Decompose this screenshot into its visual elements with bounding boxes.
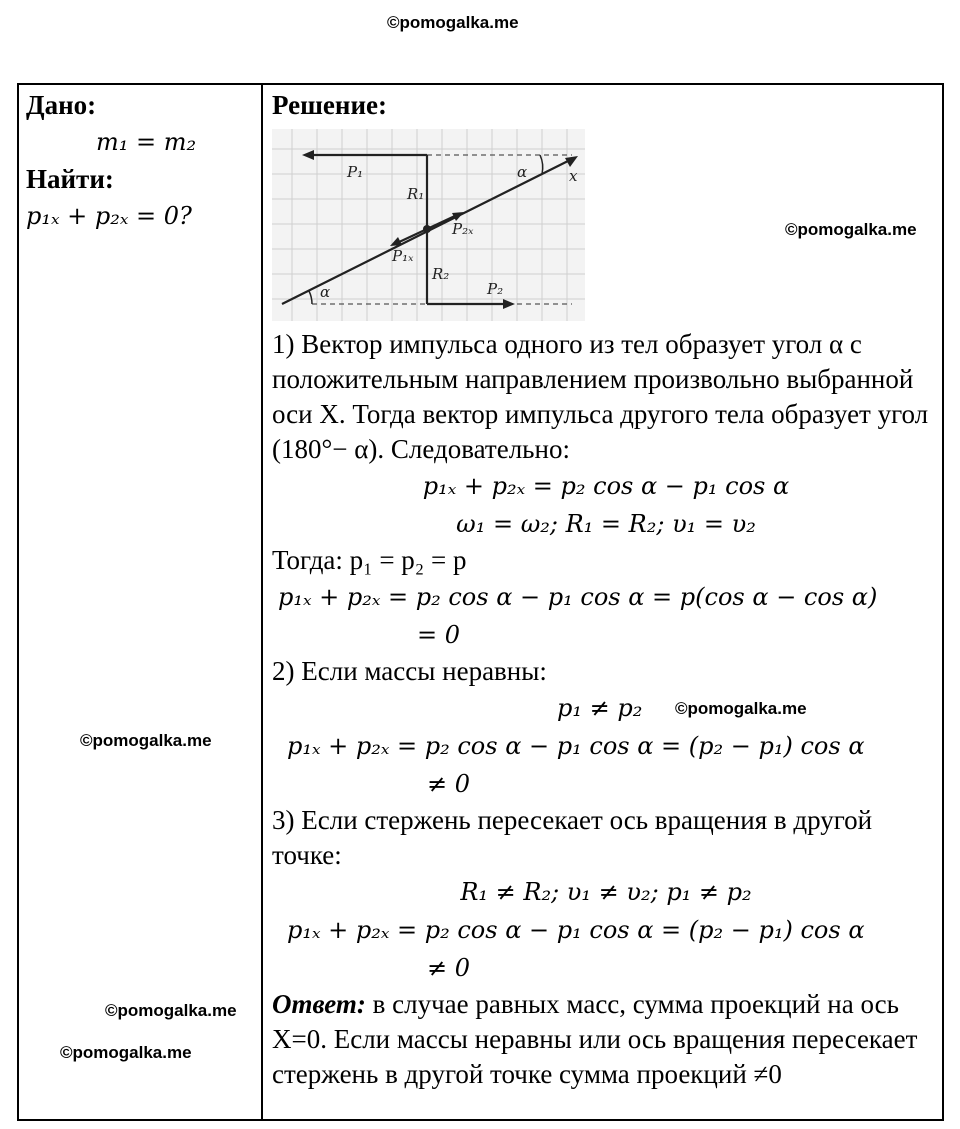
label-alpha-lower: α <box>320 283 331 301</box>
graph-paper-bg <box>272 129 585 321</box>
eq-p-unequal: p₁ ≠ p₂ <box>557 694 643 722</box>
label-p1: P₁ <box>347 163 364 181</box>
watermark-left-low1: ©pomogalka.me <box>105 1001 237 1020</box>
label-p2x: P₂ₓ <box>452 220 474 238</box>
column-divider <box>261 85 263 1119</box>
answer-label: Ответ: <box>272 989 366 1019</box>
label-axis-x: x <box>569 167 578 185</box>
step2-text: 2) Если массы неравны: <box>272 656 547 686</box>
step3-text: 3) Если стержень пересекает ось вращения в другой точке: <box>272 805 873 870</box>
eq-zero-line2: = 0 <box>417 621 461 649</box>
given-heading: Дано: <box>26 90 97 120</box>
pivot-point <box>423 225 431 233</box>
solution-heading: Решение: <box>272 90 387 120</box>
label-r2: R₂ <box>432 265 450 283</box>
label-r1: R₁ <box>407 185 425 203</box>
eq-zero-line1: p₁ₓ + p₂ₓ = p₂ cos α − p₁ cos α = p(cos α − cos α) <box>278 583 878 611</box>
answer-text: в случае равных масс, сумма проекций на ось X=0. Если массы неравны или ось вращения пересекает стержень в другой точке сумма проекций ≠0 <box>272 989 918 1089</box>
watermark-eq: ©pomogalka.me <box>675 699 807 718</box>
eq-projections: p₁ₓ + p₂ₓ = p₂ cos α − p₁ cos α <box>422 472 790 500</box>
watermark-left-mid: ©pomogalka.me <box>80 731 212 750</box>
find-heading: Найти: <box>26 164 114 194</box>
mass-equation: m₁ = m₂ <box>96 128 197 156</box>
find-expression: p₁ₓ + p₂ₓ = 0? <box>26 202 192 230</box>
label-p1x: P₁ₓ <box>392 247 414 265</box>
eq-all-unequal: R₁ ≠ R₂; υ₁ ≠ υ₂; p₁ ≠ p₂ <box>460 878 752 906</box>
watermark-figure: ©pomogalka.me <box>785 220 917 239</box>
label-p2: P₂ <box>487 280 504 298</box>
label-alpha-upper: α <box>517 163 528 181</box>
step1-text: 1) Вектор импульса одного из тел образует угол α с положительным направлением произвольно выбранной оси X. Тогда вектор импульса другого тела образует угол (180°− α). Следовательно: <box>272 329 929 464</box>
solution-column <box>272 87 940 1092</box>
watermark-left-low2: ©pomogalka.me <box>60 1043 192 1062</box>
then-line: Тогда: p₁ = p₂ = p <box>272 545 467 575</box>
vector-diagram <box>272 129 585 321</box>
eq-nonzero1-line1: p₁ₓ + p₂ₓ = p₂ cos α − p₁ cos α = (p₂ − p₁) cos α <box>287 732 865 760</box>
given-column <box>26 87 256 235</box>
eq-nonzero2-line1: p₁ₓ + p₂ₓ = p₂ cos α − p₁ cos α = (p₂ − p₁) cos α <box>287 916 865 944</box>
eq-equalities: ω₁ = ω₂; R₁ = R₂; υ₁ = υ₂ <box>456 510 756 538</box>
solution-table <box>17 83 944 1121</box>
watermark-top: ©pomogalka.me <box>387 13 519 32</box>
eq-nonzero2-line2: ≠ 0 <box>427 954 471 982</box>
eq-nonzero1-line2: ≠ 0 <box>427 770 471 798</box>
answer-paragraph <box>272 987 940 1092</box>
